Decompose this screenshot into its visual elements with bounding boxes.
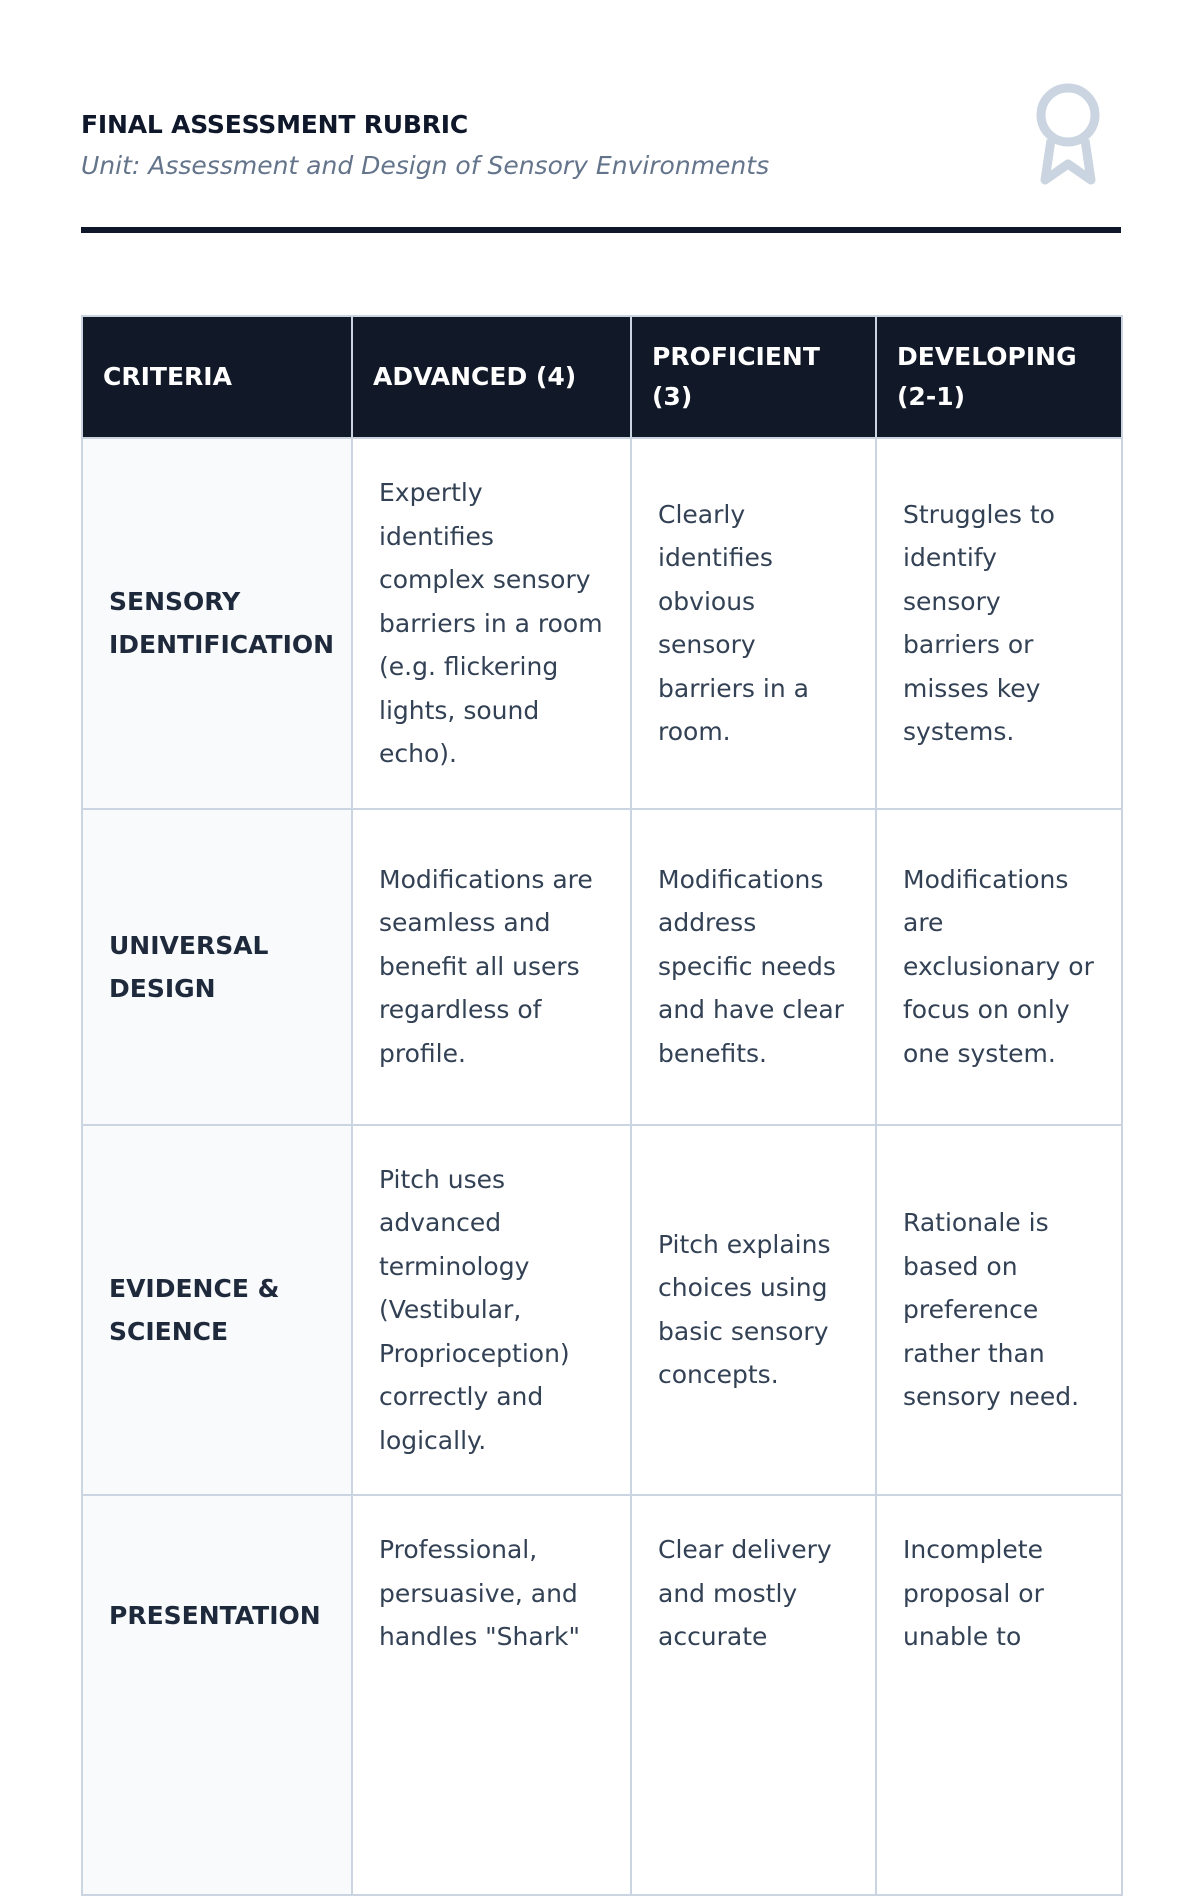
column-header-developing: DEVELOPING (2-1) <box>876 316 1122 438</box>
advanced-cell: Expertly identifies complex sensory barriers in a room (e.g. flickering lights, sound echo). <box>352 438 631 809</box>
award-ribbon-icon <box>1033 80 1103 184</box>
developing-cell: Modifications are exclusionary or focus on only one system. <box>876 809 1122 1125</box>
unit-subtitle: Unit: Assessment and Design of Sensory Environments <box>81 151 770 180</box>
rubric-table <box>81 315 1123 1896</box>
criteria-cell: SENSORY IDENTIFICATION <box>82 438 352 809</box>
column-header-proficient: PROFICIENT (3) <box>631 316 876 438</box>
proficient-cell: Clear delivery and mostly accurate <box>631 1495 876 1895</box>
proficient-cell: Pitch explains choices using basic sensory concepts. <box>631 1125 876 1496</box>
table-row <box>82 1495 1122 1895</box>
rubric-header <box>81 80 1121 220</box>
criteria-cell: PRESENTATION <box>82 1495 352 1895</box>
page-title: FINAL ASSESSMENT RUBRIC <box>81 110 469 139</box>
column-header-criteria: CRITERIA <box>82 316 352 438</box>
column-header-advanced: ADVANCED (4) <box>352 316 631 438</box>
developing-cell: Rationale is based on preference rather than sensory need. <box>876 1125 1122 1496</box>
table-header-row <box>82 316 1122 438</box>
developing-cell: Struggles to identify sensory barriers or misses key systems. <box>876 438 1122 809</box>
table-row <box>82 809 1122 1125</box>
table-row <box>82 438 1122 809</box>
developing-cell: Incomplete proposal or unable to <box>876 1495 1122 1895</box>
header-divider <box>81 227 1121 233</box>
proficient-cell: Modifications address specific needs and have clear benefits. <box>631 809 876 1125</box>
table-row <box>82 1125 1122 1496</box>
advanced-cell: Pitch uses advanced terminology (Vestibular, Proprioception) correctly and logically. <box>352 1125 631 1496</box>
advanced-cell: Modifications are seamless and benefit all users regardless of profile. <box>352 809 631 1125</box>
proficient-cell: Clearly identifies obvious sensory barriers in a room. <box>631 438 876 809</box>
criteria-cell: EVIDENCE & SCIENCE <box>82 1125 352 1496</box>
advanced-cell: Professional, persuasive, and handles "Shark" <box>352 1495 631 1895</box>
criteria-cell: UNIVERSAL DESIGN <box>82 809 352 1125</box>
